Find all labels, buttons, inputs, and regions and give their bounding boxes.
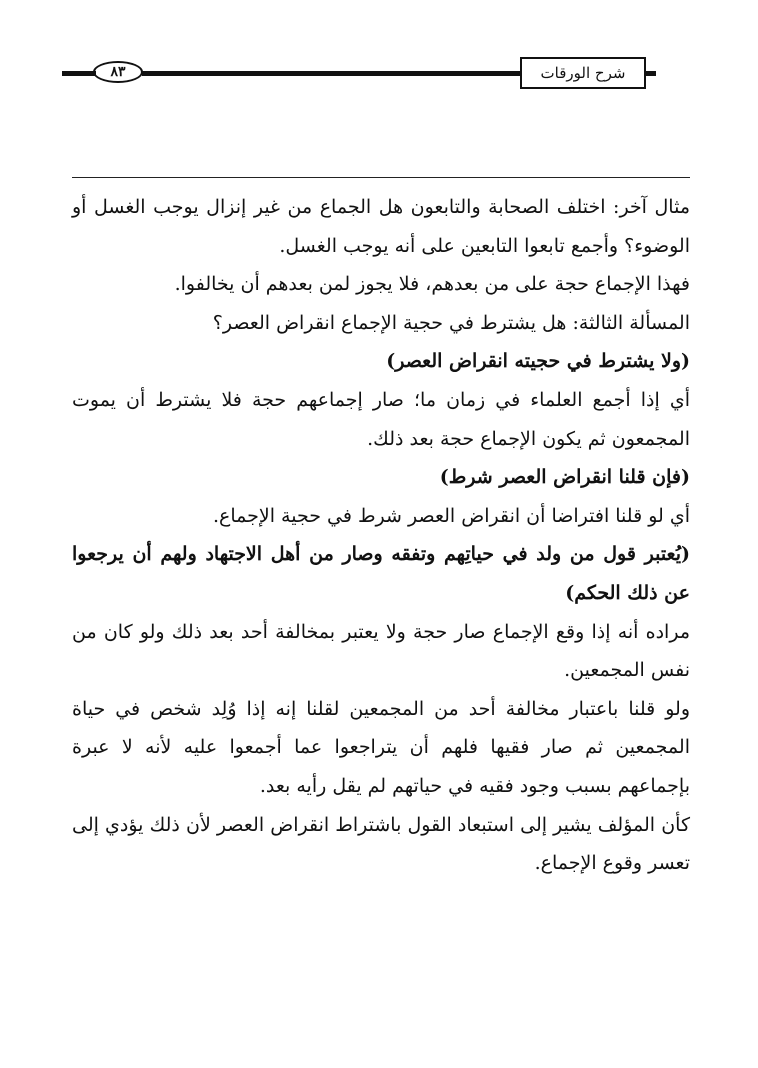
text-separator [72,177,690,178]
paragraph-explanation-1: أي إذا أجمع العلماء في زمان ما؛ صار إجماعهم حجة فلا يشترط أن يموت المجمعون ثم يكون الإجماع حجة بعد ذلك. [72,388,690,450]
paragraph-explanation-4: ولو قلنا باعتبار مخالفة أحد من المجمعين لقلنا إنه إذا وُلِد شخص في حياة المجمعين ثم صار فقيها فلهم أن يتراجعوا عما أجمعوا عليه لأنه لا عبرة بإجماعهم بسبب وجود فقيه في حياتهم لم يقل رأيه بعد. [72,697,690,797]
paragraph-consequence: فهذا الإجماع حجة على من بعدهم، فلا يجوز لمن بعدهم أن يخالفوا. [174,273,690,296]
matn-quote-2: (فإن قلنا انقراض العصر شرط) [439,466,690,489]
matn-quote-3: (يُعتبر قول من ولد في حياتِهم وتفقه وصار من أهل الاجتهاد ولهم أن يرجعوا عن ذلك الحكم) [72,543,690,604]
header-rule-right [646,71,656,76]
book-title: شرح الورقات [520,57,646,89]
paragraph-example: مثال آخر: اختلف الصحابة والتابعون هل الجماع من غير إنزال يوجب الغسل أو الوضوء؟ وأجمع تابعوا التابعين على أنه يوجب الغسل. [72,196,690,257]
header-rule-middle [142,71,520,76]
page-number: ٨٣ [93,61,143,83]
paragraph-explanation-3: مراده أنه إذا وقع الإجماع صار حجة ولا يعتبر بمخالفة أحد بعد ذلك ولو كان من نفس المجمعين. [72,620,690,682]
paragraph-explanation-2: أي لو قلنا افتراضا أن انقراض العصر شرط في حجية الإجماع. [213,504,690,527]
header-rule-left [62,71,96,76]
paragraph-third-issue: المسألة الثالثة: هل يشترط في حجية الإجماع انقراض العصر؟ [212,311,690,334]
page-body [72,188,690,883]
running-header [0,0,758,100]
matn-quote-1: (ولا يشترط في حجيته انقراض العصر) [386,350,690,373]
paragraph-conclusion: كأن المؤلف يشير إلى استبعاد القول باشتراط انقراض العصر لأن ذلك يؤدي إلى تعسر وقوع الإجماع. [72,813,690,875]
